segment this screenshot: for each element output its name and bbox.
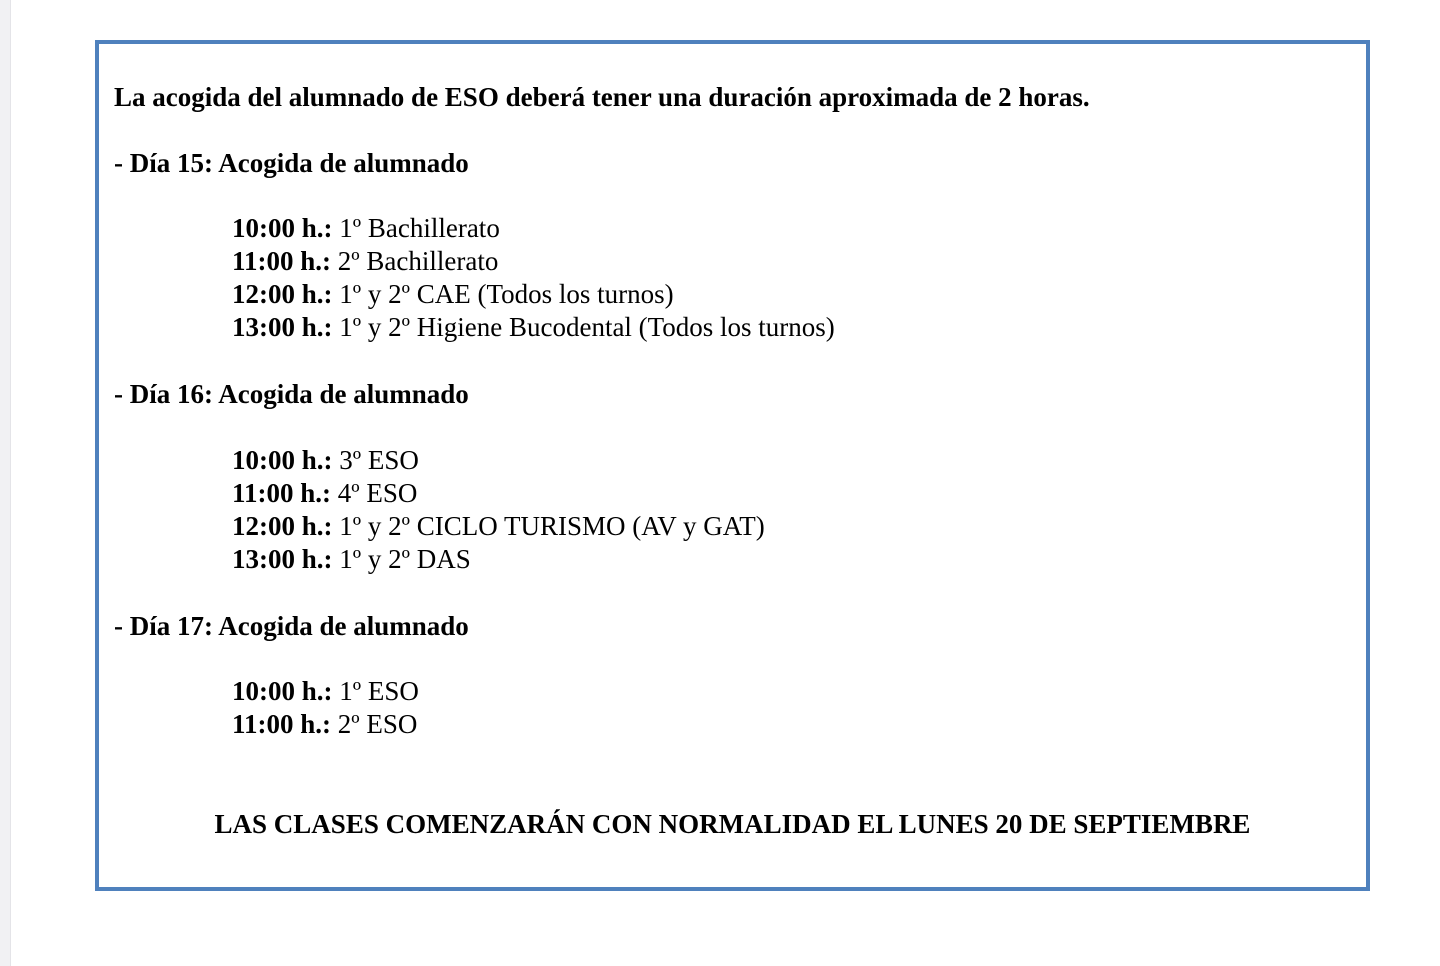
slot-time: 13:00 h.:: [232, 312, 333, 342]
slot-group: 1º y 2º CICLO TURISMO (AV y GAT): [332, 511, 765, 541]
page-edge: [0, 0, 11, 966]
schedule-slot: [232, 477, 417, 510]
slot-time: 11:00 h.:: [232, 246, 332, 276]
start-of-classes-notice: LAS CLASES COMENZARÁN CON NORMALIDAD EL LUNES 20 DE SEPTIEMBRE: [214, 809, 1251, 839]
day-17-heading: - Día 17: Acogida de alumnado: [114, 611, 469, 641]
slot-time: 13:00 h.:: [232, 544, 333, 574]
slot-time: 12:00 h.:: [232, 511, 333, 541]
slot-group: 1º ESO: [332, 676, 419, 706]
schedule-slot: [232, 675, 419, 708]
slot-time: 11:00 h.:: [232, 478, 332, 508]
slot-time: 11:00 h.:: [232, 709, 332, 739]
slot-group: 1º y 2º CAE (Todos los turnos): [332, 279, 674, 309]
schedule-slot: [232, 444, 419, 477]
slot-group: 3º ESO: [332, 445, 419, 475]
slot-group: 2º ESO: [331, 709, 418, 739]
slot-group: 1º Bachillerato: [332, 213, 500, 243]
intro-text: La acogida del alumnado de ESO deberá tener una duración aproximada de 2 horas.: [114, 82, 1090, 112]
schedule-slot: [232, 311, 835, 344]
slot-time: 10:00 h.:: [232, 213, 333, 243]
slot-group: 4º ESO: [331, 478, 418, 508]
slot-group: 2º Bachillerato: [331, 246, 499, 276]
schedule-slot: [232, 708, 417, 741]
schedule-slot: [232, 278, 674, 311]
schedule-slot: [232, 245, 498, 278]
slot-group: 1º y 2º Higiene Bucodental (Todos los turnos): [332, 312, 835, 342]
slot-time: 10:00 h.:: [232, 445, 333, 475]
schedule-slot: [232, 212, 500, 245]
day-15-heading: - Día 15: Acogida de alumnado: [114, 148, 469, 178]
slot-group: 1º y 2º DAS: [332, 544, 471, 574]
slot-time: 12:00 h.:: [232, 279, 333, 309]
day-16-heading: - Día 16: Acogida de alumnado: [114, 379, 469, 409]
slot-time: 10:00 h.:: [232, 676, 333, 706]
schedule-slot: [232, 543, 471, 576]
schedule-slot: [232, 510, 765, 543]
